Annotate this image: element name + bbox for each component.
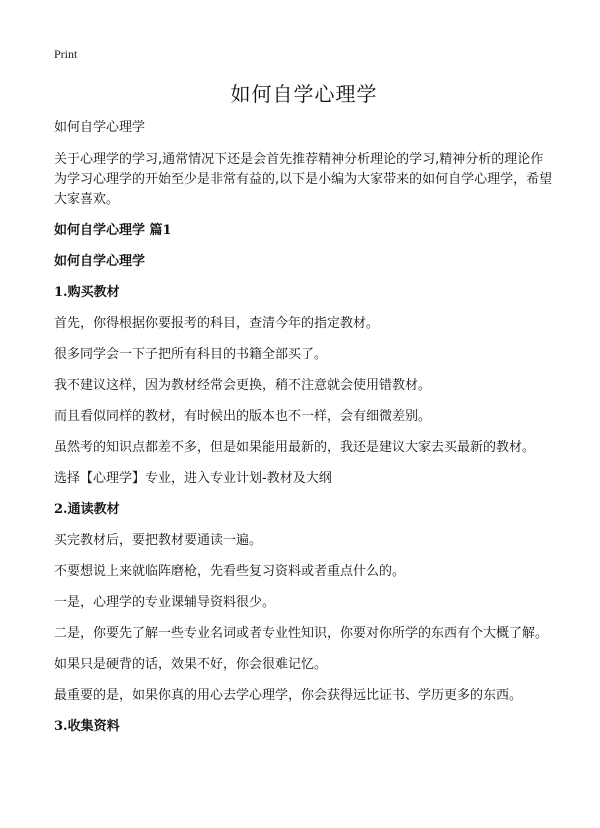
- paragraph: 首先，你得根据你要报考的科目，查清今年的指定教材。: [54, 316, 380, 331]
- paragraph: 如果只是硬背的话，效果不好，你会很难记忆。: [54, 657, 328, 672]
- paragraph: 虽然考的知识点都差不多，但是如果能用最新的，我还是建议大家去买最新的教材。: [54, 440, 536, 455]
- paragraph: 选择【心理学】专业，进入专业计划-教材及大纲: [54, 471, 332, 486]
- document-title: 如何自学心理学: [230, 82, 378, 106]
- paragraph: 二是，你要先了解一些专业名词或者专业性知识，你要对你所学的东西有个大概了解。: [54, 626, 549, 641]
- step-heading-1: 1.购买教材: [54, 285, 120, 300]
- paragraph: 买完教材后，要把教材要通读一遍。: [54, 533, 263, 548]
- paragraph: 一是，心理学的专业课辅导资料很少。: [54, 595, 276, 610]
- step-heading-2: 2.通读教材: [54, 502, 120, 517]
- step-heading-3: 3.收集资料: [54, 719, 120, 734]
- print-label[interactable]: Print: [54, 47, 78, 61]
- document-body: [54, 118, 554, 748]
- paragraph: 而且看似同样的教材，有时候出的版本也不一样，会有细微差别。: [54, 409, 432, 424]
- subtitle-paragraph: 如何自学心理学: [54, 120, 146, 135]
- intro-paragraph: 关于心理学的学习,通常情况下还是会首先推荐精神分析理论的学习,精神分析的理论作为学习心理学的开始至少是非常有益的,以下是小编为大家带来的如何自学心理学，希望大家喜欢。: [54, 152, 553, 207]
- paragraph: 不要想说上来就临阵磨枪，先看些复习资料或者重点什么的。: [54, 564, 406, 579]
- section-heading: 如何自学心理学 篇1: [54, 223, 172, 238]
- section-heading: 如何自学心理学: [54, 254, 146, 269]
- paragraph: 我不建议这样，因为教材经常会更换，稍不注意就会使用错教材。: [54, 378, 432, 393]
- paragraph: 很多同学会一下子把所有科目的书籍全部买了。: [54, 347, 328, 362]
- paragraph: 最重要的是，如果你真的用心去学心理学，你会获得远比证书、学历更多的东西。: [54, 688, 523, 703]
